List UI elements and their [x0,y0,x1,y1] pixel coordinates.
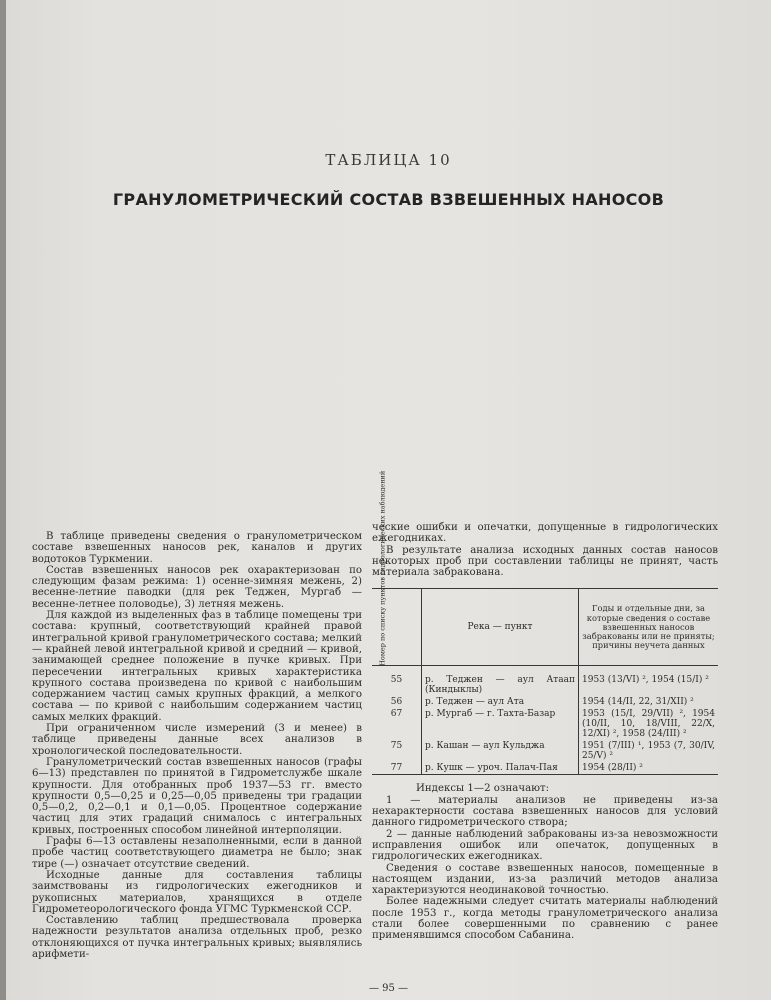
cell-river: р. Кушк — уроч. Палач-Пая [422,762,579,775]
cell-river: р. Теджен — аул Ата [422,696,579,708]
table-row [372,740,718,762]
paragraph: Гранулометрический состав взвешенных наносов (графы 6—13) представлен по принятой в Гидрометслужбе шкале крупности. Для отобранных проб 1937—53 гг. вместо крупности 0,5—0,25 и 0,25—0,05 приведены три градации 0,5—0,2, 0,2—0,1 и 0,1—0,05. Процентное содержание частиц для этих градаций снималось с интегральных кривых, построенных способом линейной интерполяции. [32,756,362,836]
paragraph: В результате анализа исходных данных состав наносов некоторых проб при составлении таблицы не принят, часть материала забракована. [372,544,718,579]
paragraph-continuation: ческие ошибки и опечатки, допущенные в гидрологических ежегодниках. [372,522,718,545]
table-row [372,762,718,775]
table-row [372,708,718,740]
cell-years: 1953 (15/I, 29/VII) ², 1954 (10/II, 10, 18/VIII, 22/X, 12/XI) ², 1958 (24/III) ² [582,709,715,740]
paragraph: Для каждой из выделенных фаз в таблице помещены три состава: крупный, соответствующий крайней правой интегральной кривой гранулометрического состава; мелкий — крайней левой интегральной кривой и средний — кривой, занимающей среднее положение в пучке кривых. При пересечении интегральных кривых характеристика крупного состава произведена по кривой с наибольшим содержанием частиц самых крупных фракций, а мелкого состава — по кривой с наибольшим содержанием частиц самых мелких фракций. [32,610,362,723]
paragraph: Составлению таблиц предшествовала проверка надежности результатов анализа отдельных проб, резко отклоняющихся от пучка интегральных кривых; выявлялись арифмети- [32,915,362,960]
page-title: ГРАНУЛОМЕТРИЧЕСКИЙ СОСТАВ ВЗВЕШЕННЫХ НАНОСОВ [112,190,665,209]
right-text-column [372,471,718,942]
column-header-years: Годы и отдельные дни, за которые сведения о составе взвешенных наносов забракованы или не приняты; причины неучета данных [579,589,719,666]
paragraph: В таблице приведены сведения о гранулометрическом составе взвешенных наносов рек, каналов и других водотоков Туркмении. [32,531,362,565]
index-heading: Индексы 1—2 означают: [416,783,550,795]
cell-number: 55 [372,666,422,697]
page-number: — 95 — [368,983,409,994]
table-header-row [372,589,718,666]
cell-years: 1954 (14/II, 22, 31/XII) ² [582,697,694,708]
column-header-river: Река — пункт [422,589,579,666]
paragraph: При ограниченном числе измерений (3 и менее) в таблице приведены данные всех анализов в хронологической последовательности. [32,723,362,757]
paragraph: Более надежными следует считать материалы наблюдений после 1953 г., когда методы гранулометрического анализа стали более совершенными по сравнению с ранее применявшимся способом Сабанина. [372,896,718,942]
document-page [6,0,771,1000]
cell-number: 56 [372,696,422,708]
table-number: ТАБЛИЦА 10 [325,151,452,169]
cell-river: р. Мургаб — г. Тахта-Базар [422,708,579,740]
cell-years: 1953 (13/VI) ², 1954 (15/I) ² [582,675,709,686]
left-text-column [32,531,362,960]
table-row [372,666,718,697]
cell-number: 75 [372,740,422,762]
cell-number: 67 [372,708,422,740]
paragraph: 2 — данные наблюдений забракованы из-за невозможности исправления ошибок или опечаток, допущенных в гидрологических ежегодниках. [372,828,718,863]
cell-river: р. Кашан — аул Кульджа [422,740,579,762]
paragraph: Сведения о составе взвешенных наносов, помещенные в настоящем издании, из-за различий методов анализа характеризуются неодинаковой точностью. [372,862,718,897]
paragraph: Состав взвешенных наносов рек охарактеризован по следующим фазам режима: 1) осенне-зимняя межень, 2) весенне-летние паводки (для рек Теджен, Мургаб — весенне-летнее половодье), 3) летняя межень. [32,564,362,610]
cell-river: р. Теджен — аул Атаап (Киндыклы) [422,666,579,697]
cell-number: 77 [372,762,422,775]
paragraph: Исходные данные для составления таблицы заимствованы из гидрологических ежегодников и рукописных материалов, хранящихся в отделе Гидрометеорологического фонда УГМС Туркменской ССР. [32,869,362,915]
paragraph: Графы 6—13 оставлены незаполненными, если в данной пробе частиц соответствующего диаметра не было; знак тире (—) означает отсутствие сведений. [32,836,362,870]
cell-years: 1954 (28/II) ² [579,762,719,775]
column-header-number: Номер по списку пунктов гидрологических наблюдений [372,589,422,666]
table-row [372,696,718,708]
paragraph: 1 — материалы анализов не приведены из-за нехарактерности состава взвешенных наносов для условий данного гидрометрического створа; [372,794,718,829]
cell-years: 1951 (7/III) ¹, 1953 (7, 30/IV, 25/V) ² [582,741,715,762]
